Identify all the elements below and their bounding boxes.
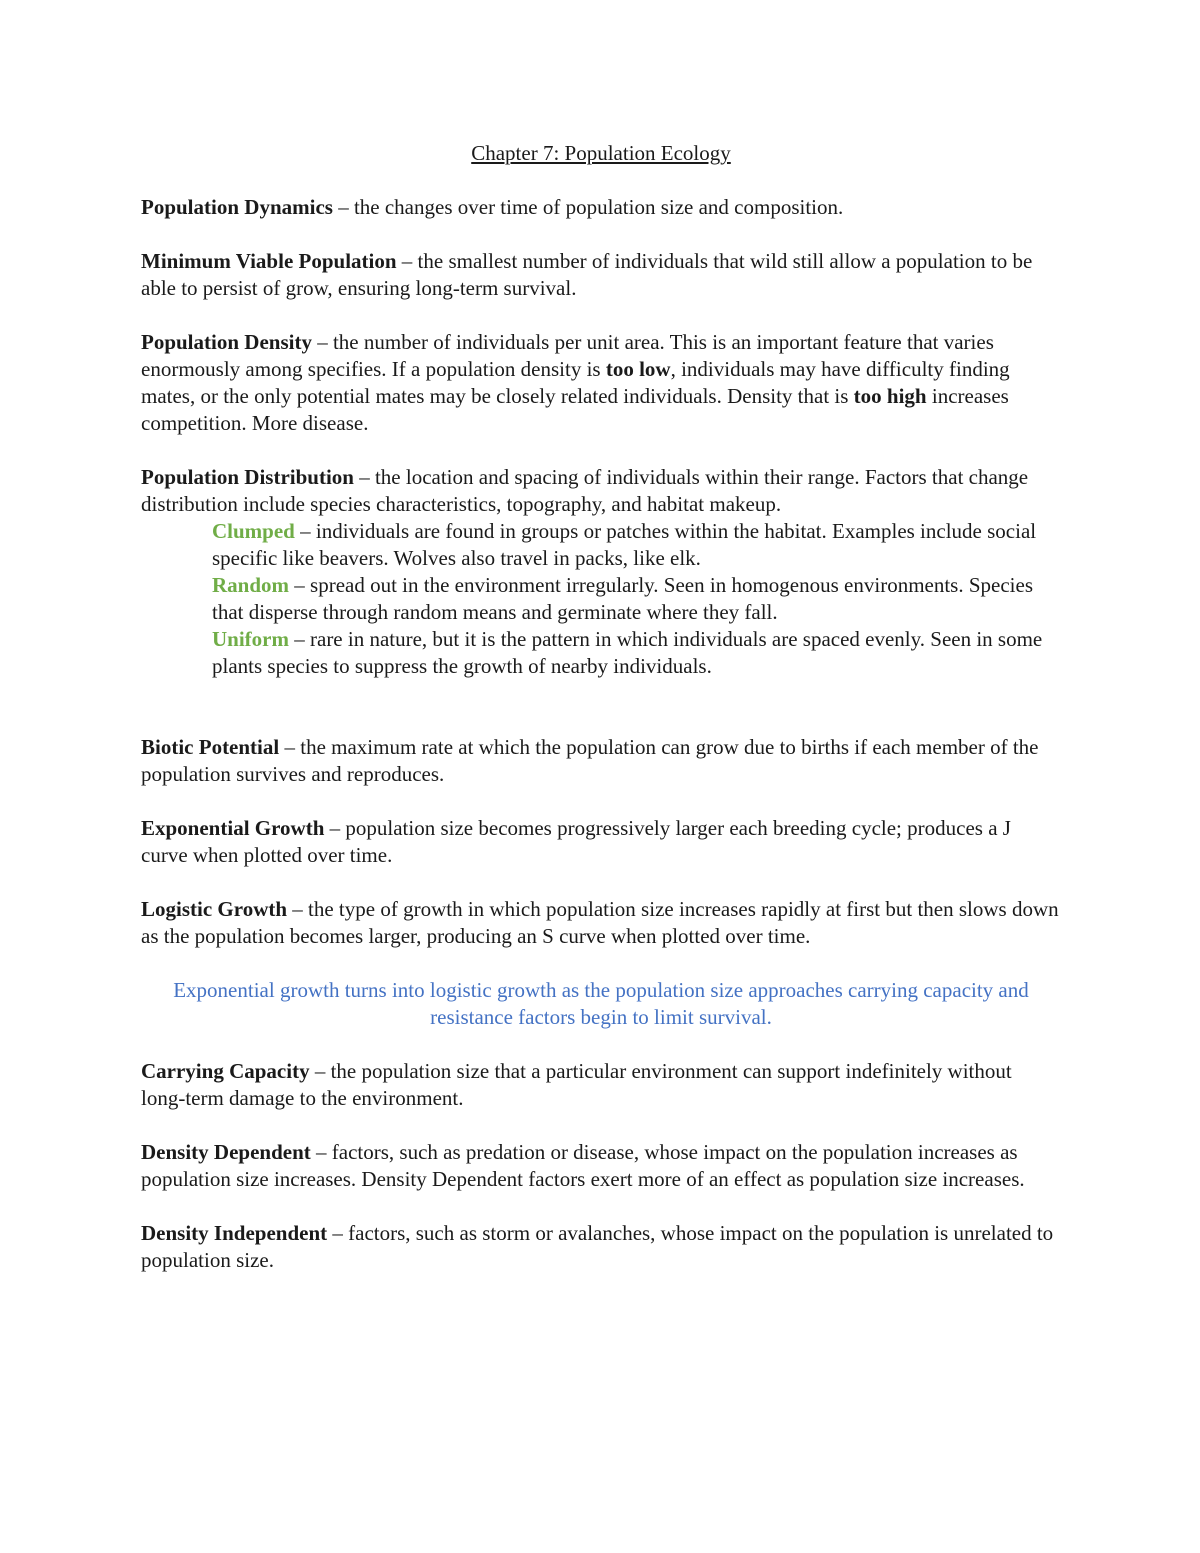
distribution-type-clumped [212, 518, 1061, 572]
term-label: Random [212, 573, 290, 597]
entry-population-dynamics [141, 194, 1061, 221]
term-label: Population Dynamics [141, 195, 333, 219]
entry-population-distribution [141, 464, 1061, 680]
definition-text: – the changes over time of population size and composition. [332, 195, 844, 219]
definition-text: – the smallest number of individuals that wild still allow a population to be able to persist of grow, ensuring long-term survival. [141, 249, 1033, 300]
term-label: Population Distribution [141, 465, 354, 489]
definition-text: increases competition. More disease. [141, 384, 1009, 435]
definition-text: – individuals are found in groups or patches within the habitat. Examples include social specific like beavers. Wolves also travel in packs, like elk. [212, 519, 1037, 570]
emphasis-too-high: too high [853, 384, 927, 408]
entry-biotic-potential [141, 734, 1061, 788]
definition-text: – the maximum rate at which the population can grow due to births if each member of the population survives and reproduces. [141, 735, 1039, 786]
term-label: Population Density [141, 330, 312, 354]
definition-text: – the type of growth in which population size increases rapidly at first but then slows down as the population becomes larger, producing an S curve when plotted over time. [141, 897, 1059, 948]
term-label: Density Dependent [141, 1140, 311, 1164]
distribution-types [141, 518, 1061, 680]
term-label: Uniform [212, 627, 289, 651]
entry-exponential-growth [141, 815, 1061, 869]
term-label: Biotic Potential [141, 735, 280, 759]
definition-text: , individuals may have difficulty finding mates, or the only potential mates may be closely related individuals. Density that is [141, 357, 1010, 408]
growth-note: Exponential growth turns into logistic growth as the population size approaches carrying capacity and resistance factors begin to limit survival. [173, 978, 1029, 1029]
entry-carrying-capacity [141, 1058, 1061, 1112]
page-title: Chapter 7: Population Ecology [471, 141, 731, 165]
definition-text: – rare in nature, but it is the pattern in which individuals are spaced evenly. Seen in some plants species to suppress the growth of nearby individuals. [212, 627, 1043, 678]
entry-population-density [141, 329, 1061, 437]
term-label: Density Independent [141, 1221, 328, 1245]
term-label: Logistic Growth [141, 897, 288, 921]
distribution-definition [141, 464, 1061, 518]
term-label: Carrying Capacity [141, 1059, 310, 1083]
definition-text: – the population size that a particular environment can support indefinitely without long-term damage to the environment. [141, 1059, 1012, 1110]
emphasis-too-low: too low [605, 357, 671, 381]
term-label: Clumped [212, 519, 295, 543]
definition-text: – the location and spacing of individuals within their range. Factors that change distribution include species characteristics, topography, and habitat makeup. [141, 465, 1029, 516]
document-page [141, 140, 1061, 1301]
entry-density-dependent [141, 1139, 1061, 1193]
distribution-type-uniform [212, 626, 1061, 680]
entry-minimum-viable-population [141, 248, 1061, 302]
definition-text: – spread out in the environment irregularly. Seen in homogenous environments. Species that disperse through random means and germinate where they fall. [212, 573, 1034, 624]
definition-text: – factors, such as predation or disease, whose impact on the population increases as population size increases. Density Dependent factors exert more of an effect as population size increases. [141, 1140, 1025, 1191]
definition-text: – factors, such as storm or avalanches, whose impact on the population is unrelated to population size. [141, 1221, 1054, 1272]
entry-logistic-growth [141, 896, 1061, 950]
spacer [141, 707, 1061, 734]
term-label: Exponential Growth [141, 816, 325, 840]
definition-text: – population size becomes progressively larger each breeding cycle; produces a J curve when plotted over time. [141, 816, 1011, 867]
entry-density-independent [141, 1220, 1061, 1274]
term-label: Minimum Viable Population [141, 249, 397, 273]
definition-text: – the number of individuals per unit area. This is an important feature that varies enormously among specifies. If a population density is [141, 330, 994, 381]
distribution-type-random [212, 572, 1061, 626]
